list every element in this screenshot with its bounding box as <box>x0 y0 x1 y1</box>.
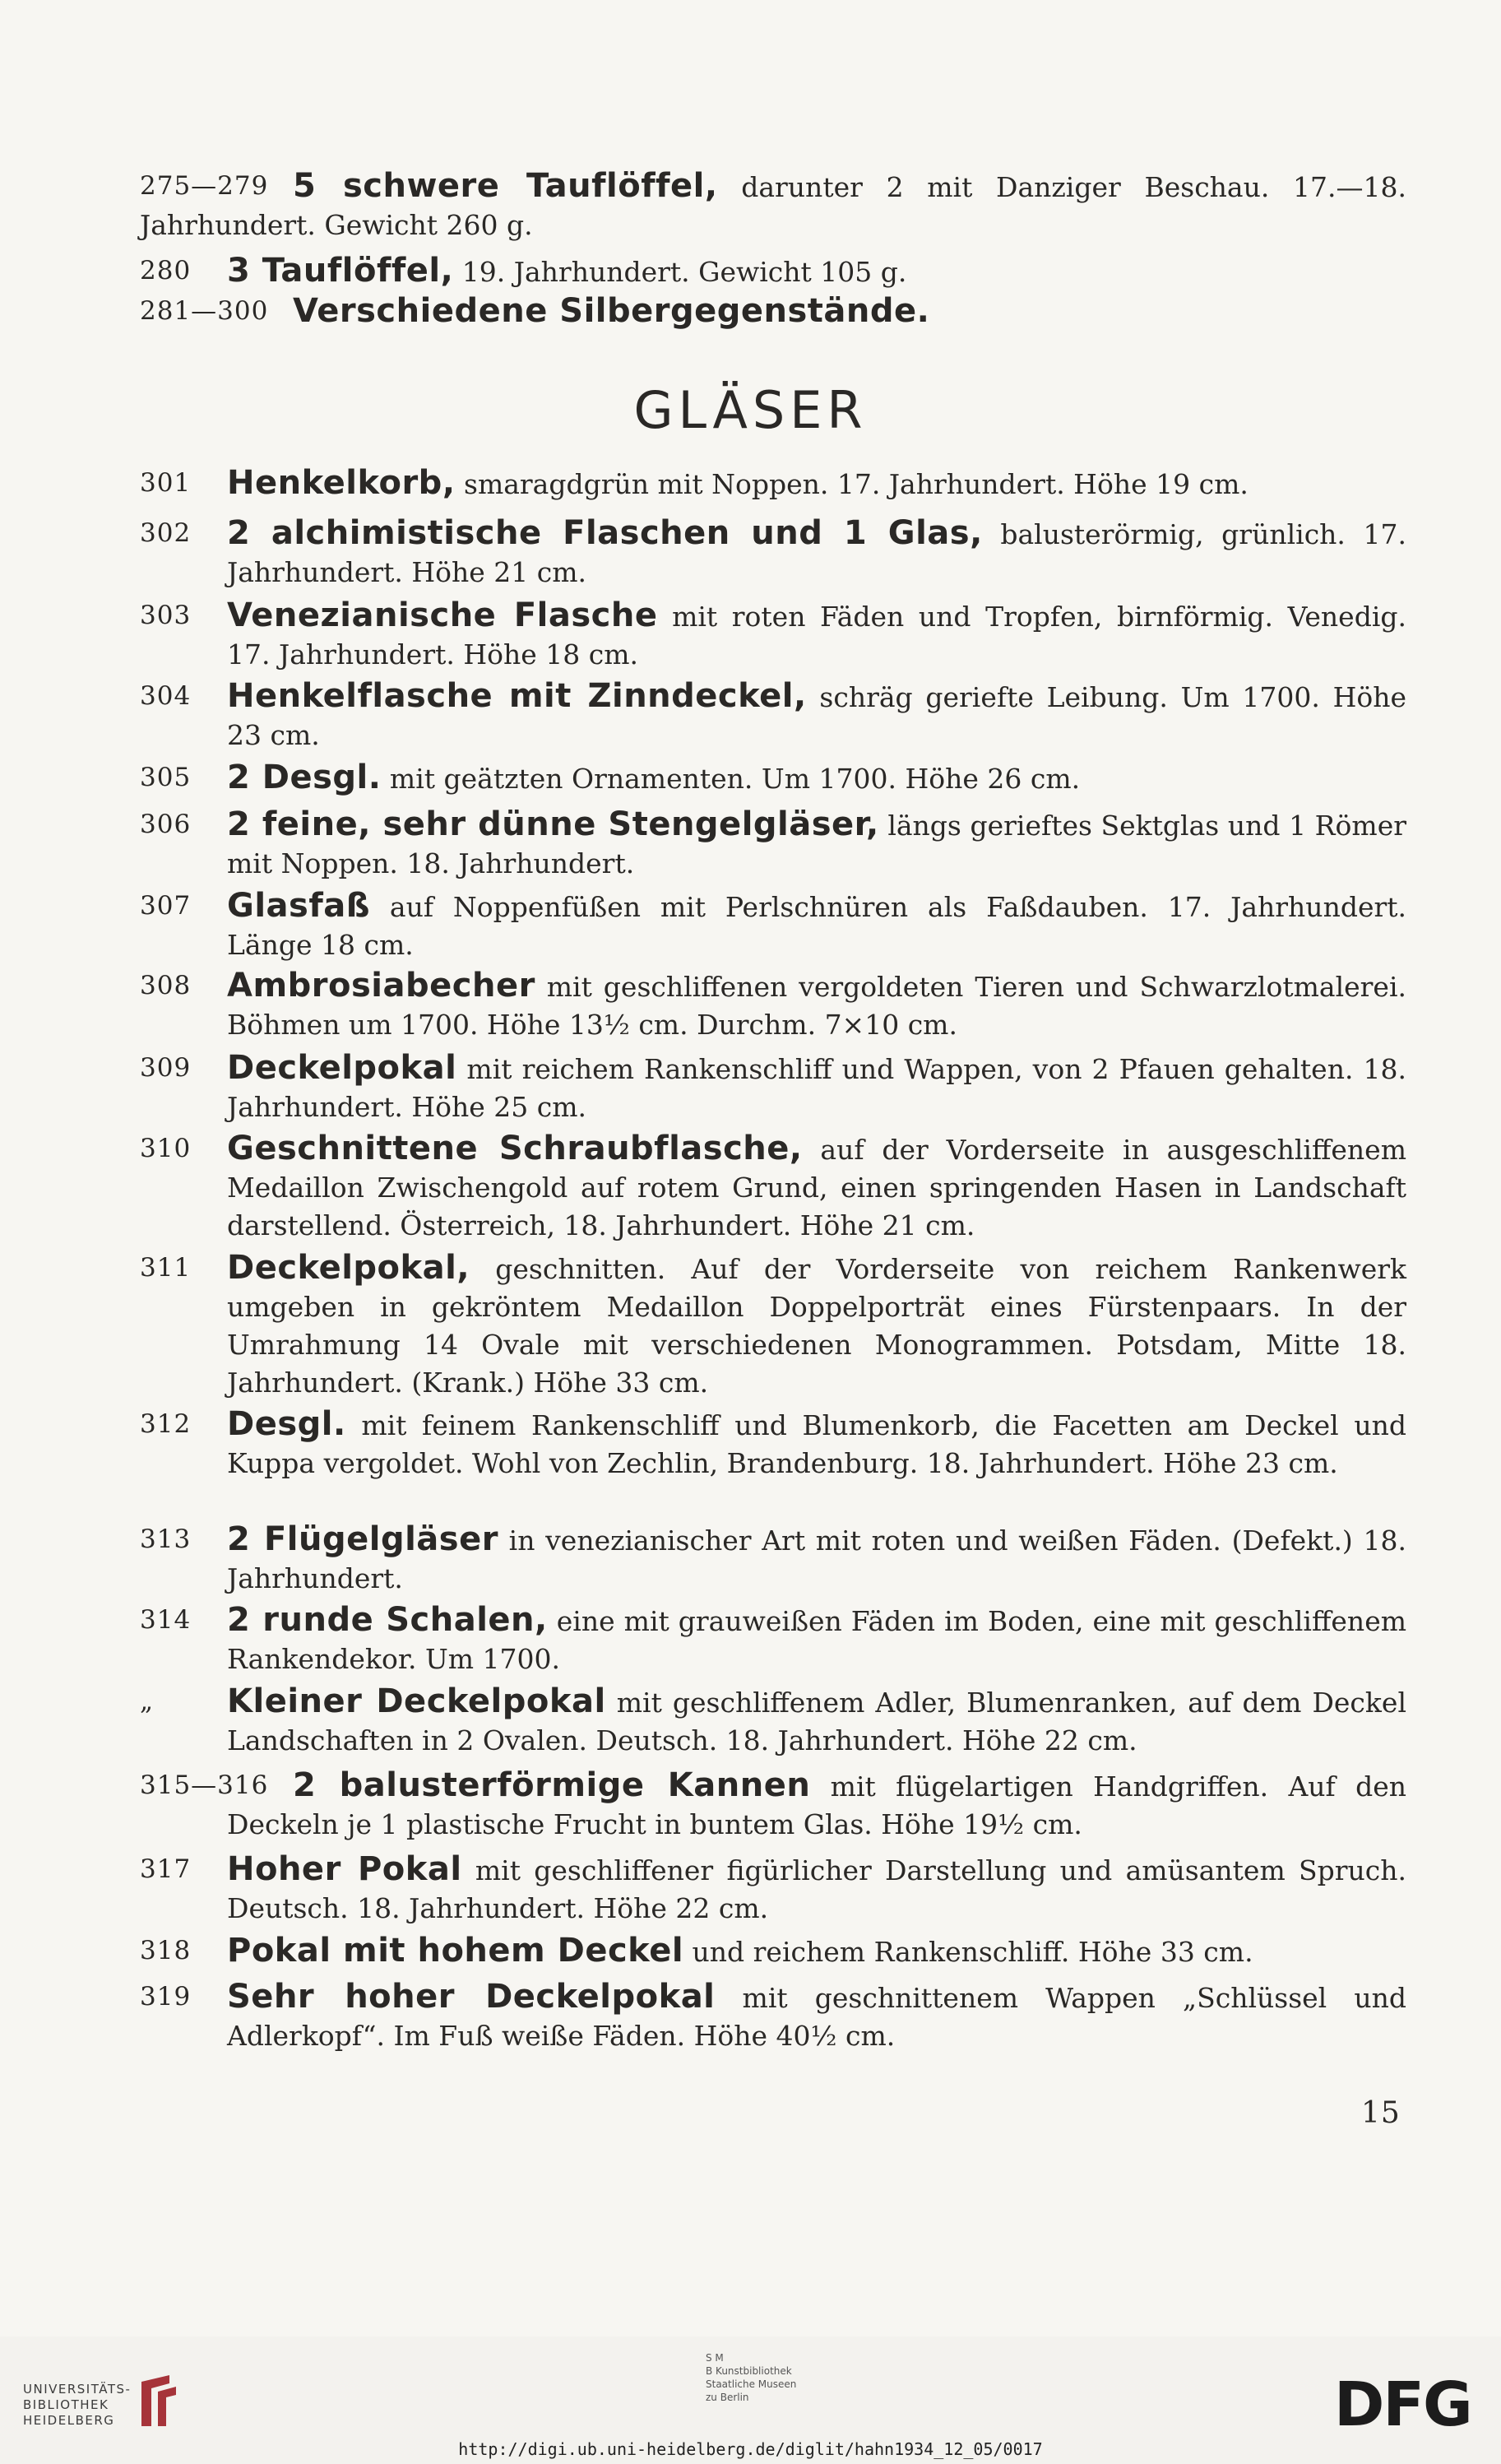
lot-description: mit geätzten Ornamenten. Um 1700. Höhe 26 cm. <box>381 763 1081 795</box>
list-item <box>140 1932 1406 1971</box>
university-line: BIBLIOTHEK <box>23 2397 109 2412</box>
lot-title: Glasfaß <box>227 887 371 925</box>
lot-number: „ <box>140 1687 155 1716</box>
lot-title: 3 Tauflöffel, <box>227 252 454 290</box>
lot-title: Deckelpokal <box>227 1049 457 1087</box>
list-item <box>140 1405 1406 1483</box>
lot-description: auf der Vorderseite in ausgeschliffenem Medaillon Zwischengold auf rotem Grund, einen springenden Hasen in Landschaft darstellend. Österreich, 18. Jahrhundert. Höhe 21 cm. <box>227 1134 1406 1241</box>
lot-title: Henkelflasche mit Zinndeckel, <box>227 677 807 715</box>
lot-description: 19. Jahrhundert. Gewicht 105 g. <box>453 256 907 288</box>
lot-title: Verschiedene Silbergegenstände. <box>293 292 930 330</box>
lot-description: geschnitten. Auf der Vorderseite von reichem Rankenwerk umgeben in gekröntem Medaillon Doppelporträt eines Fürstenpaars. In der Umrahmung 14 Ovale mit verschiedenen Monogrammen. Potsdam, Mitte 18. Jahrhundert. (Krank.) Höhe 33 cm. <box>227 1253 1406 1399</box>
lot-description: mit reichem Rankenschliff und Wappen, von 2 Pfauen gehalten. 18. Jahrhundert. Höhe 25 cm. <box>227 1053 1406 1123</box>
lot-description: darunter 2 mit Danziger Beschau. 17.—18. Jahrhundert. Gewicht 260 g. <box>140 171 1406 241</box>
list-item <box>140 805 1406 883</box>
lot-number: 314 <box>140 1605 192 1635</box>
section-heading: GLÄSER <box>633 380 868 440</box>
list-item <box>140 1682 1406 1760</box>
lot-title: Venezianische Flasche <box>227 596 658 634</box>
lot-title: Sehr hoher Deckelpokal <box>227 1978 716 2016</box>
lot-number: 301 <box>140 468 192 498</box>
lot-description: mit geschliffener figürlicher Darstellung und amüsantem Spruch. Deutsch. 18. Jahrhundert. Höhe 22 cm. <box>227 1854 1406 1924</box>
lot-number: 317 <box>140 1854 192 1884</box>
lot-number: 315—316 <box>140 1770 269 1800</box>
lot-title: Desgl. <box>227 1405 346 1443</box>
lot-title: 5 schwere Tauflöffel, <box>293 167 718 205</box>
lot-number: 307 <box>140 891 192 921</box>
lot-title: Ambrosiabecher <box>227 967 535 1005</box>
lot-description: in venezianischer Art mit roten und weißen Fäden. (Defekt.) 18. Jahrhundert. <box>227 1524 1406 1594</box>
lot-description: mit geschliffenen vergoldeten Tieren und Schwarzlotmalerei. Böhmen um 1700. Höhe 13½ cm. Durchm. 7×10 cm. <box>227 971 1406 1041</box>
stamp-line: Staatliche Museen <box>706 2378 797 2390</box>
lot-description: eine mit grauweißen Fäden im Boden, eine mit geschliffenem Rankendekor. Um 1700. <box>227 1605 1407 1675</box>
lot-description: mit roten Fäden und Tropfen, birnförmig. Venedig. 17. Jahrhundert. Höhe 18 cm. <box>227 601 1406 671</box>
list-item <box>140 1978 1406 2055</box>
list-item <box>140 1249 1406 1402</box>
list-item <box>140 967 1406 1044</box>
list-item <box>140 167 1406 244</box>
dfg-logo[interactable]: DFG <box>1334 2369 1471 2440</box>
lot-description: mit geschliffenem Adler, Blumenranken, auf dem Deckel Landschaften in 2 Ovalen. Deutsch. 18. Jahrhundert. Höhe 22 cm. <box>227 1687 1406 1756</box>
lot-number: 308 <box>140 971 192 1000</box>
lot-description: auf Noppenfüßen mit Perlschnüren als Faßdauben. 17. Jahrhundert. Länge 18 cm. <box>227 891 1406 961</box>
list-item <box>140 677 1406 754</box>
lot-number: 313 <box>140 1524 192 1554</box>
list-item <box>140 1049 1406 1126</box>
university-library-label[interactable] <box>23 2382 131 2429</box>
lot-description: mit flügelartigen Handgriffen. Auf den Deckeln je 1 plastische Frucht in buntem Glas. Höhe 19½ cm. <box>227 1770 1406 1840</box>
lot-title: 2 Flügelgläser <box>227 1520 498 1558</box>
lot-number: 309 <box>140 1053 192 1083</box>
lot-number: 275—279 <box>140 171 269 201</box>
list-item <box>140 464 1406 503</box>
stamp-line: zu Berlin <box>706 2392 749 2403</box>
lot-description: mit geschnittenem Wappen „Schlüssel und Adlerkopf“. Im Fuß weiße Fäden. Höhe 40½ cm. <box>227 1982 1406 2052</box>
list-item <box>140 1130 1406 1245</box>
lot-number: 306 <box>140 810 192 839</box>
list-item <box>140 292 1406 332</box>
lot-title: 2 alchimistische Flaschen und 1 Glas, <box>227 514 983 552</box>
lot-title: Geschnittene Schraubflasche, <box>227 1130 803 1167</box>
lot-number: 303 <box>140 601 192 630</box>
lot-description: und reichem Rankenschliff. Höhe 33 cm. <box>683 1936 1253 1968</box>
list-item <box>140 1601 1406 1678</box>
lot-description: balusterörmig, grünlich. 17. Jahrhundert. Höhe 21 cm. <box>227 518 1406 588</box>
list-item <box>140 1850 1406 1928</box>
lot-title: 2 balusterförmige Kannen <box>293 1766 811 1804</box>
university-line: HEIDELBERG <box>23 2413 115 2428</box>
lot-description: mit feinem Rankenschliff und Blumenkorb, die Facetten am Deckel und Kuppa vergoldet. Wohl von Zechlin, Brandenburg. 18. Jahrhundert. Höhe 23 cm. <box>227 1409 1406 1479</box>
lot-title: 2 runde Schalen, <box>227 1601 548 1639</box>
page-number: 15 <box>1361 2096 1401 2130</box>
lot-number: 310 <box>140 1134 192 1163</box>
lot-number: 280 <box>140 256 192 285</box>
lot-title: 2 feine, sehr dünne Stengelgläser, <box>227 805 879 843</box>
university-line: UNIVERSITÄTS- <box>23 2382 132 2397</box>
list-item <box>140 596 1406 674</box>
lot-description: schräg geriefte Leibung. Um 1700. Höhe 23 cm. <box>227 681 1406 751</box>
list-item <box>140 252 1406 291</box>
lot-number: 318 <box>140 1936 192 1965</box>
list-item <box>140 887 1406 964</box>
lot-title: Deckelpokal, <box>227 1249 470 1287</box>
lot-number: 304 <box>140 681 192 711</box>
lot-title: Pokal mit hohem Deckel <box>227 1932 684 1970</box>
lot-number: 302 <box>140 518 192 548</box>
lot-number: 319 <box>140 1982 192 2012</box>
lot-description: längs gerieftes Sektglas und 1 Römer mit Noppen. 18. Jahrhundert. <box>227 810 1406 879</box>
source-url-link[interactable]: http://digi.ub.uni-heidelberg.de/diglit/hahn1934_12_05/0017 <box>458 2439 1043 2459</box>
lot-title: 2 Desgl. <box>227 759 382 796</box>
lot-title: Henkelkorb, <box>227 464 456 502</box>
lot-title: Kleiner Deckelpokal <box>227 1682 606 1720</box>
list-item <box>140 759 1406 798</box>
list-item <box>140 1766 1406 1844</box>
museum-stamp <box>706 2351 796 2404</box>
lot-number: 281—300 <box>140 296 269 326</box>
list-item <box>140 514 1406 592</box>
stamp-line: S M <box>706 2352 724 2364</box>
lot-description: smaragdgrün mit Noppen. 17. Jahrhundert. Höhe 19 cm. <box>455 468 1249 500</box>
university-logo-icon[interactable] <box>137 2374 181 2428</box>
lot-title: Hoher Pokal <box>227 1850 462 1888</box>
list-item <box>140 1520 1406 1598</box>
lot-number: 311 <box>140 1253 192 1283</box>
stamp-line: B Kunstbibliothek <box>706 2365 792 2377</box>
lot-number: 305 <box>140 763 192 792</box>
lot-number: 312 <box>140 1409 192 1439</box>
